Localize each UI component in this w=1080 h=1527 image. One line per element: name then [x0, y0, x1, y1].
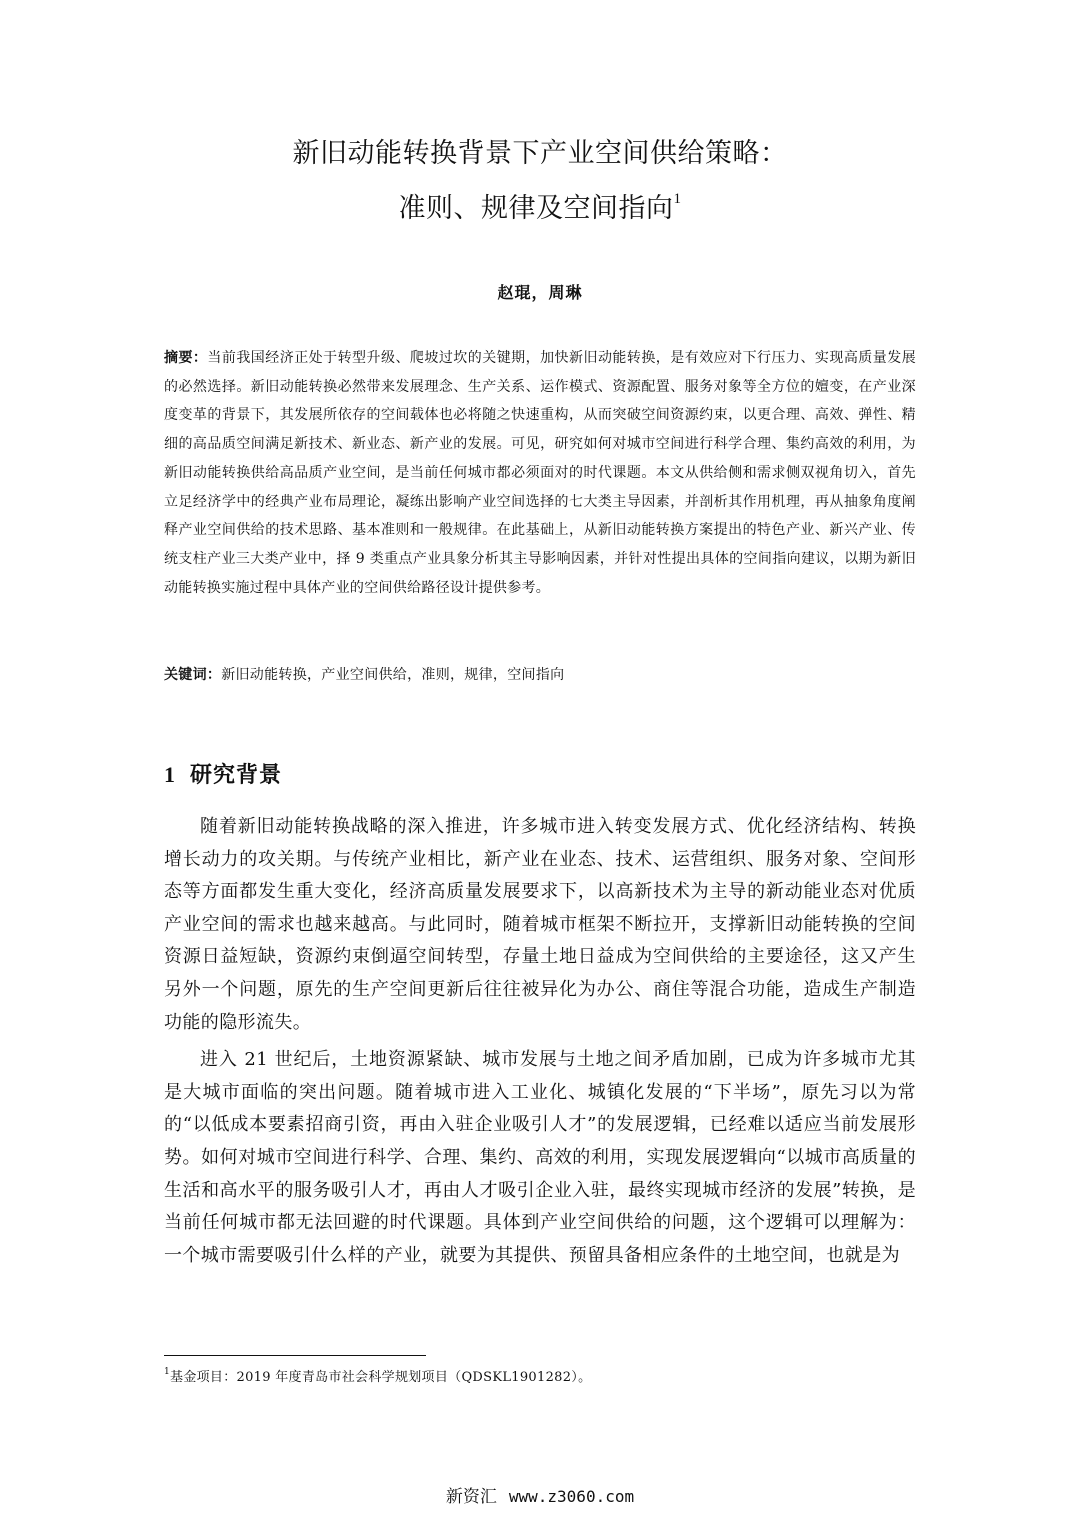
footnote: [164, 1366, 916, 1385]
footnote-mark: 1: [164, 1366, 171, 1377]
abstract: [164, 344, 916, 602]
paper-title-line2: [0, 186, 1080, 225]
keywords: [164, 662, 916, 688]
footer-brand: 新资汇: [445, 1487, 497, 1507]
abstract-label: 摘要：: [164, 350, 208, 366]
title-footnote-mark[interactable]: 1: [673, 191, 682, 207]
section-number: 1: [164, 762, 176, 787]
title-line1-text: 新旧动能转换背景下产业空间供给策略：: [292, 138, 788, 169]
section-heading: [164, 758, 282, 789]
keywords-text: 新旧动能转换，产业空间供给，准则，规律，空间指向: [221, 667, 565, 683]
footnote-text: 基金项目：2019 年度青岛市社会科学规划项目（QDSKL1901282）。: [170, 1370, 592, 1385]
abstract-text: 当前我国经济正处于转型升级、爬坡过坎的关键期，加快新旧动能转换，是有效应对下行压力、实现高质量发展的必然选择。新旧动能转换必然带来发展理念、生产关系、运作模式、资源配置、服务对象等全方位的嬗变，在产业深度变革的背景下，其发展所依存的空间载体也必将随之快速重构，从而突破空间资源约束，以更合理、高效、弹性、精细的高品质空间满足新技术、新业态、新产业的发展。可见，研究如何对城市空间进行科学合理、集约高效的利用，为新旧动能转换供给高品质产业空间，是当前任何城市都必须面对的时代课题。本文从供给侧和需求侧双视角切入，首先立足经济学中的经典产业布局理论，凝练出影响产业空间选择的七大类主导因素，并剖析其作用机理，再从抽象角度阐释产业空间供给的技术思路、基本准则和一般规律。在此基础上，从新旧动能转换方案提出的特色产业、新兴产业、传统支柱产业三大类产业中，择 9 类重点产业具象分析其主导影响因素，并针对性提出具体的空间指向建议，以期为新旧动能转换实施过程中具体产业的空间供给路径设计提供参考。: [164, 350, 916, 596]
author-list: 赵琨，周琳: [497, 283, 583, 302]
footer-site-link[interactable]: www.z3060.com: [508, 1487, 635, 1506]
body-paragraph-2: 进入 21 世纪后，土地资源紧缺、城市发展与土地之间矛盾加剧，已成为许多城市尤其是大城市面临的突出问题。随着城市进入工业化、城镇化发展的“下半场”，原先习以为常的“以低成本要素招商引资，再由入驻企业吸引人才”的发展逻辑，已经难以适应当前发展形势。如何对城市空间进行科学、合理、集约、高效的利用，实现发展逻辑向“以城市高质量的生活和高水平的服务吸引人才，再由人才吸引企业入驻，最终实现城市经济的发展”转换，是当前任何城市都无法回避的时代课题。具体到产业空间供给的问题，这个逻辑可以理解为：一个城市需要吸引什么样的产业，就要为其提供、预留具备相应条件的土地空间，也就是为: [164, 1049, 916, 1266]
paper-title-line1: [0, 131, 1080, 170]
page-footer: [0, 1482, 1080, 1507]
keywords-label: 关键词：: [164, 667, 222, 683]
section-title: 研究背景: [190, 762, 283, 788]
title-line2-text: 准则、规律及空间指向: [398, 193, 674, 224]
footnote-divider: [164, 1355, 426, 1356]
body-text: [164, 811, 916, 1277]
body-paragraph-1: 随着新旧动能转换战略的深入推进，许多城市进入转变发展方式、优化经济结构、转换增长动力的攻关期。与传统产业相比，新产业在业态、技术、运营组织、服务对象、空间形态等方面都发生重大变化，经济高质量发展要求下，以高新技术为主导的新动能业态对优质产业空间的需求也越来越高。与此同时，随着城市框架不断拉开，支撑新旧动能转换的空间资源日益短缺，资源约束倒逼空间转型，存量土地日益成为空间供给的主要途径，这又产生另外一个问题，原先的生产空间更新后往往被异化为办公、商住等混合功能，造成生产制造功能的隐形流失。: [164, 816, 916, 1033]
